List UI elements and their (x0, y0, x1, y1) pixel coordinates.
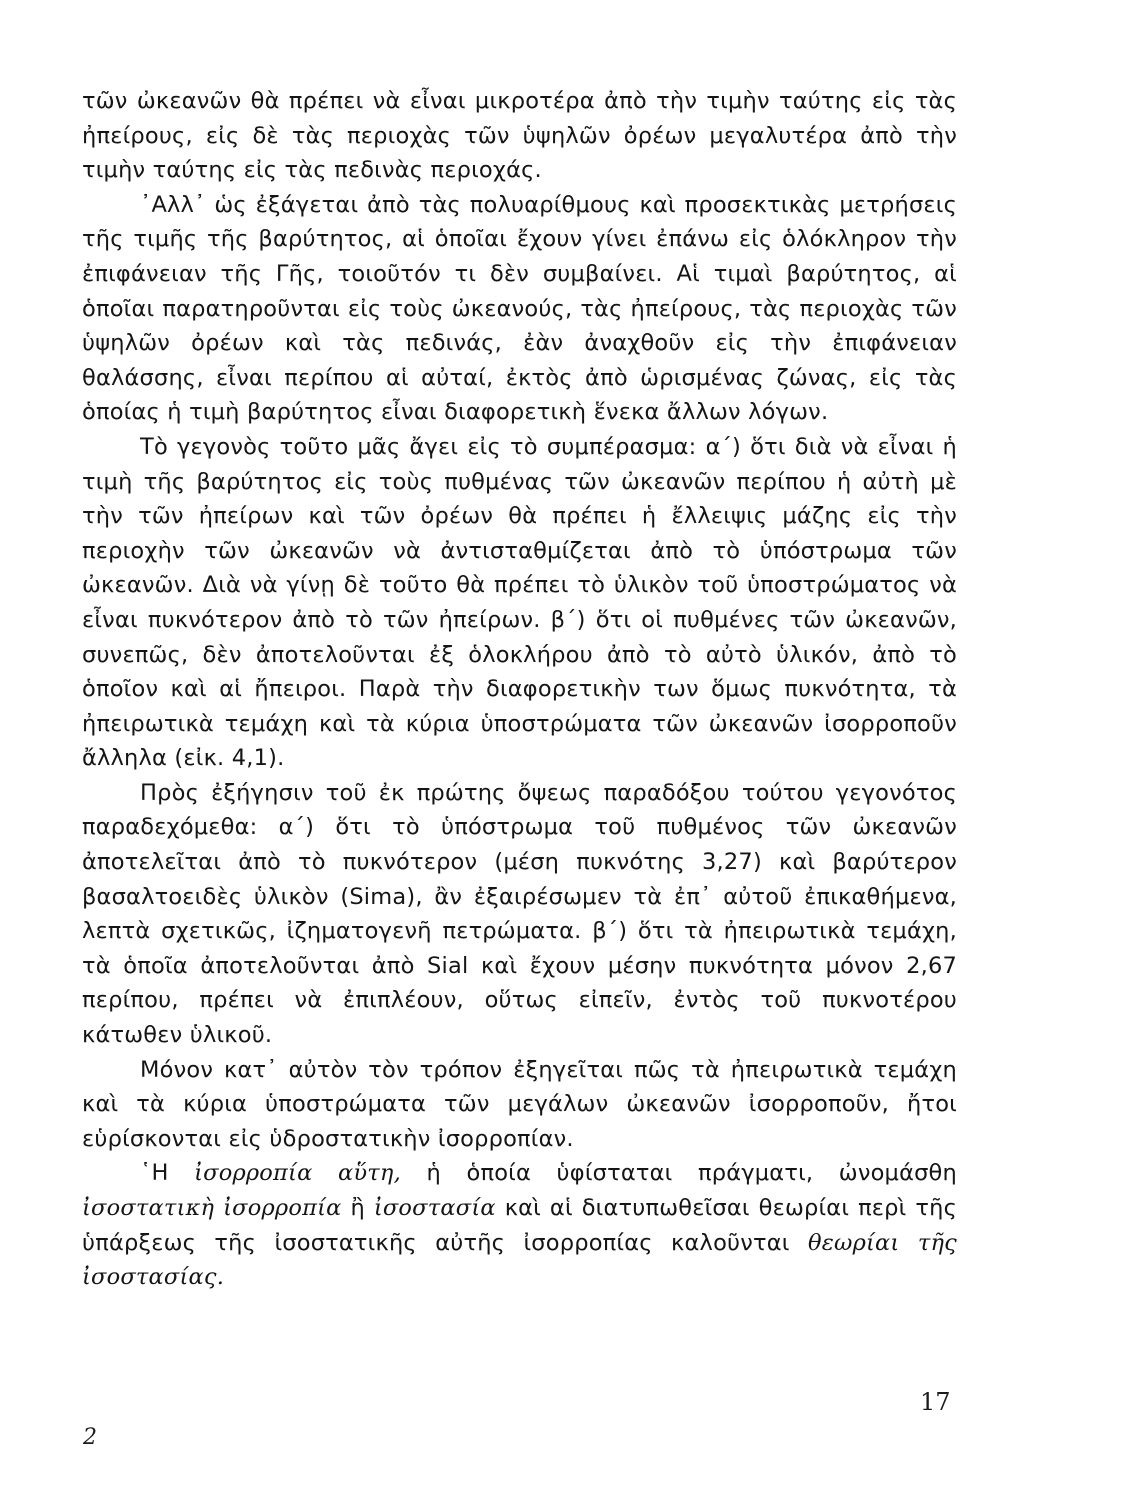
body-text (82, 84, 957, 1295)
paragraph-6-mid3: καὶ αἱ διατυπωθεῖσαι θεωρίαι περὶ τῆς ὑπάρξεως τῆς ἰσοστατικῆς αὐτῆς ἰσορροπίας καλοῦνται (82, 1195, 958, 1256)
page-number: 17 (920, 1388, 951, 1416)
paragraph-3: Τὸ γεγονὸς τοῦτο μᾶς ἄγει εἰς τὸ συμπέρασμα: α΄) ὅτι διὰ νὰ εἶναι ἡ τιμὴ τῆς βαρύτητος εἰς τοὺς πυθμένας τῶν ὠκεανῶν περίπου ἡ αὐτὴ μὲ τὴν τῶν ἠπείρων καὶ τῶν ὀρέων θὰ πρέπει ἡ ἔλλειψις μάζης εἰς τὴν περιοχὴν τῶν ὠκεανῶν νὰ ἀντισταθμίζεται ἀπὸ τὸ ὑπόστρωμα τῶν ὠκεανῶν. Διὰ νὰ γίνῃ δὲ τοῦτο θὰ πρέπει τὸ ὑλικὸν τοῦ ὑποστρώματος νὰ εἶναι πυκνότερον ἀπὸ τὸ τῶν ἠπείρων. β΄) ὅτι οἱ πυθμένες τῶν ὠκεανῶν, συνεπῶς, δὲν ἀποτελοῦνται ἐξ ὁλοκλήρου ἀπὸ τὸ αὐτὸ ὑλικόν, ἀπὸ τὸ ὁποῖον καὶ αἱ ἤπειροι. Παρὰ τὴν διαφορετικὴν των ὅμως πυκνότητα, τὰ ἠπειρωτικὰ τεμάχη καὶ τὰ κύρια ὑποστρώματα τῶν ὠκεανῶν ἰσορροποῦν ἄλληλα (εἰκ. 4,1). (82, 433, 957, 772)
paragraph-6-lead: ῾Η (140, 1160, 169, 1187)
term-theories-of-isostasy: θεωρίαι τῆς ἰσοστασίας. (82, 1229, 957, 1291)
paragraph-5: Μόνον κατ᾿ αὐτὸν τὸν τρόπον ἐξηγεῖται πῶς τὰ ἠπειρωτικὰ τεμάχη καὶ τὰ κύρια ὑποστρώματα τῶν μεγάλων ὠκεανῶν ἰσορροποῦν, ἤτοι εὑρίσκονται εἰς ὑδροστατικὴν ἰσορροπίαν. (82, 1056, 957, 1152)
paragraph-6-mid1: ἡ ὁποία ὑφίσταται πράγματι, ὠνομάσθη (426, 1160, 957, 1187)
paragraph-2: ᾿Αλλ᾿ ὡς ἐξάγεται ἀπὸ τὰς πολυαρίθμους καὶ προσεκτικὰς μετρήσεις τῆς τιμῆς τῆς βαρύτητος, αἱ ὁποῖαι ἔχουν γίνει ἐπάνω εἰς ὁλόκληρον τὴν ἐπιφάνειαν τῆς Γῆς, τοιοῦτόν τι δὲν συμβαίνει. Αἱ τιμαὶ βαρύτητος, αἱ ὁποῖαι παρατηροῦνται εἰς τοὺς ὠκεανούς, τὰς ἠπείρους, τὰς περιοχὰς τῶν ὑψηλῶν ὀρέων καὶ τὰς πεδινάς, ἐὰν ἀναχθοῦν εἰς τὴν ἐπιφάνειαν θαλάσσης, εἶναι περίπου αἱ αὐταί, ἐκτὸς ἀπὸ ὡρισμένας ζώνας, εἰς τὰς ὁποίας ἡ τιμὴ βαρύτητος εἶναι διαφορετικὴ ἕνεκα ἄλλων λόγων. (82, 191, 957, 426)
term-isostatiki-isorropia: ἰσοστατικὴ ἰσορροπία (82, 1195, 342, 1221)
term-isorropia-afti: ἰσορροπία αὕτη, (194, 1160, 401, 1187)
paragraph-4: Πρὸς ἐξήγησιν τοῦ ἐκ πρώτης ὄψεως παραδόξου τούτου γεγονότος παραδεχόμεθα: α΄) ὅτι τὸ ὑπόστρωμα τοῦ πυθμένος τῶν ὠκεανῶν ἀποτελεῖται ἀπὸ τὸ πυκνότερον (μέση πυκνότης 3,27) καὶ βαρύτερον βασαλτοειδὲς ὑλικὸν (Sima), ἂν ἐξαιρέσωμεν τὰ ἐπ᾿ αὐτοῦ ἐπικαθήμενα, λεπτὰ σχετικῶς, ἰζηματογενῆ πετρώματα. β΄) ὅτι τὰ ἠπειρωτικὰ τεμάχη, τὰ ὁποῖα ἀποτελοῦνται ἀπὸ Sial καὶ ἔχουν μέσην πυκνότητα μόνον 2,67 περίπου, πρέπει νὰ ἐπιπλέουν, οὕτως εἰπεῖν, ἐντὸς τοῦ πυκνοτέρου κάτωθεν ὑλικοῦ. (82, 779, 957, 1049)
paragraph-1: τῶν ὠκεανῶν θὰ πρέπει νὰ εἶναι μικροτέρα ἀπὸ τὴν τιμὴν ταύτης εἰς τὰς ἠπείρους, εἰς δὲ τὰς περιοχὰς τῶν ὑψηλῶν ὀρέων μεγαλυτέρα ἀπὸ τὴν τιμὴν ταύτης εἰς τὰς πεδινὰς περιοχάς. (82, 88, 957, 184)
printer-signature-mark: 2 (83, 1425, 97, 1450)
term-isostasia: ἰσοστασία (373, 1195, 496, 1221)
paragraph-6-mid2: ἢ (350, 1195, 365, 1221)
paragraph-6 (82, 1156, 957, 1294)
